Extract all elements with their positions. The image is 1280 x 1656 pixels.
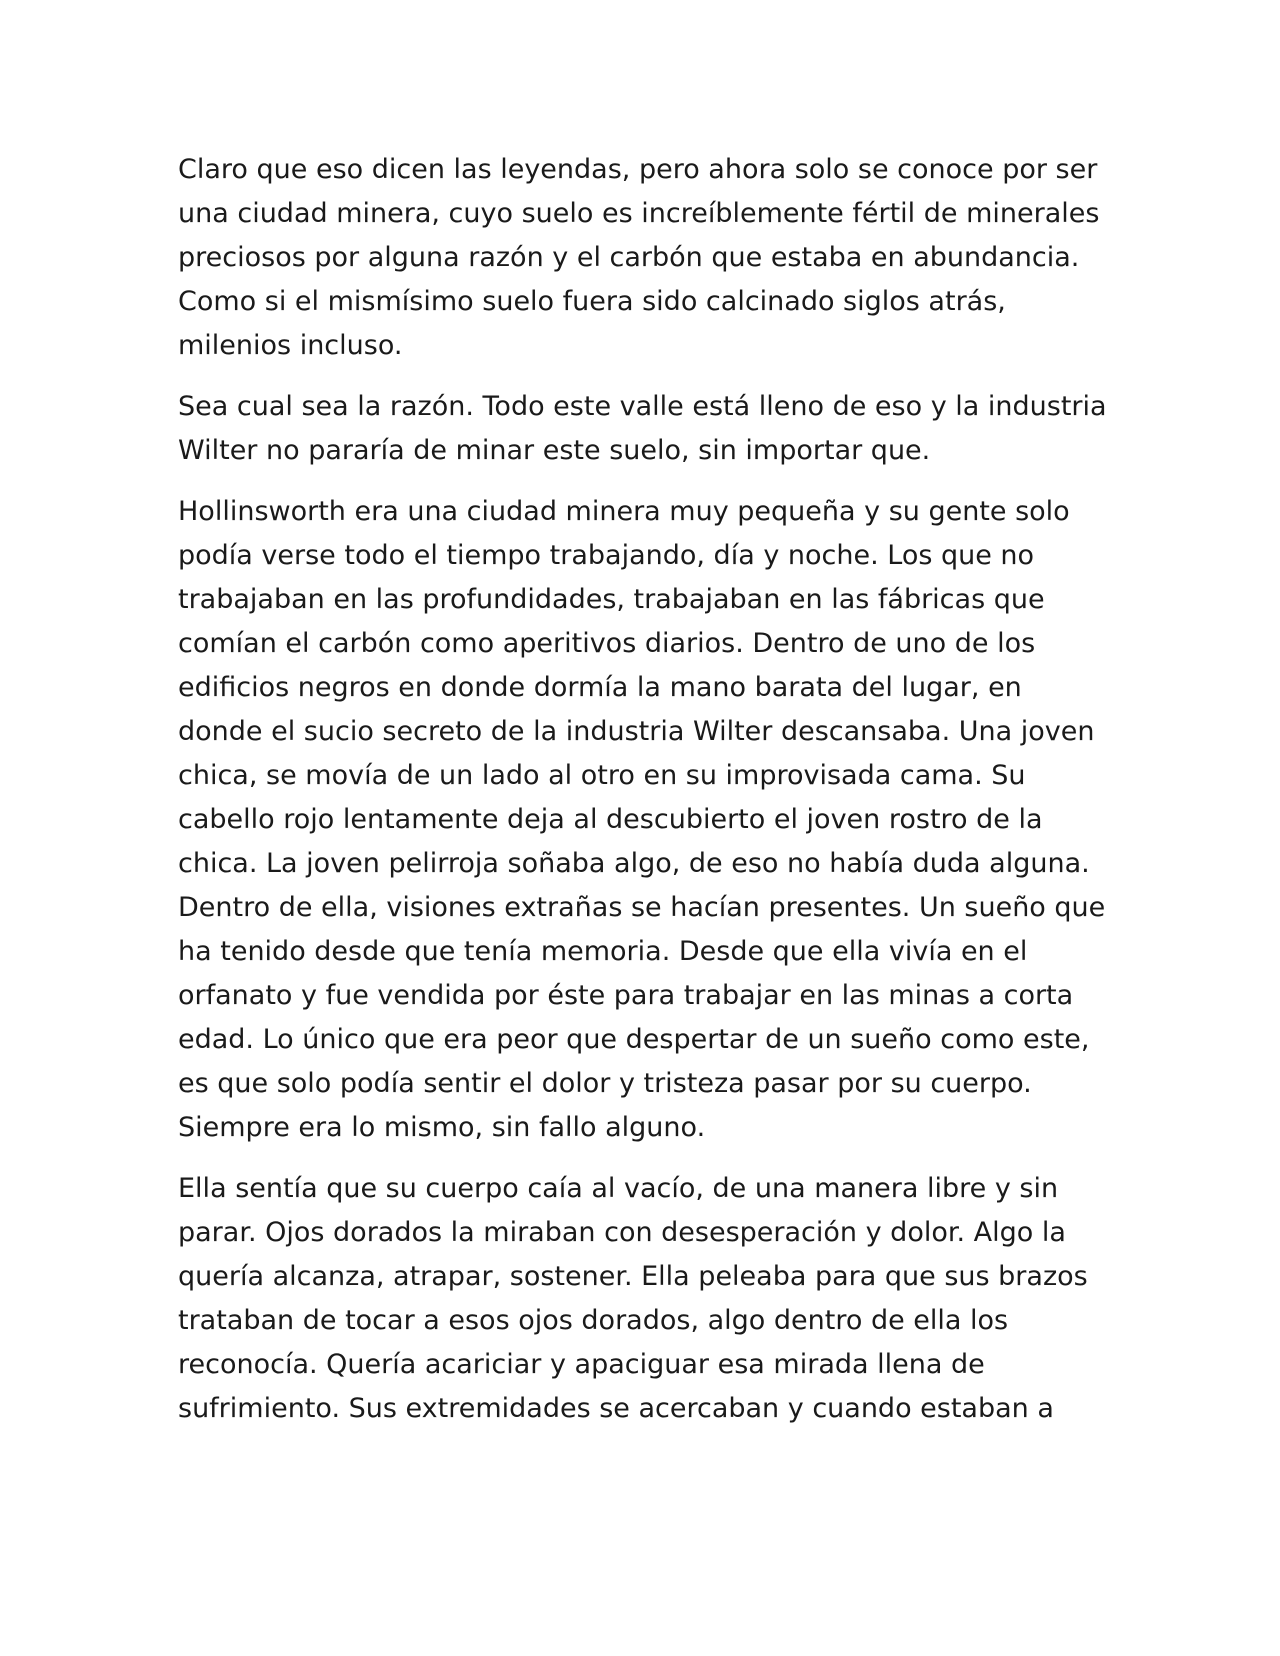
text-line: una ciudad minera, cuyo suelo es increíblemente fértil de minerales	[178, 198, 1100, 229]
text-line: Como si el mismísimo suelo fuera sido calcinado siglos atrás,	[178, 286, 1006, 317]
text-line: trabajaban en las profundidades, trabajaban en las fábricas que	[178, 584, 1045, 615]
text-line: Sea cual sea la razón. Todo este valle está lleno de eso y la industria	[178, 391, 1107, 422]
text-line: comían el carbón como aperitivos diarios. Dentro de uno de los	[178, 628, 1036, 659]
text-line: quería alcanza, atrapar, sostener. Ella peleaba para que sus brazos	[178, 1261, 1088, 1292]
paragraph-1	[178, 148, 1113, 368]
text-line: edificios negros en donde dormía la mano barata del lugar, en	[178, 672, 1022, 703]
text-line: ha tenido desde que tenía memoria. Desde que ella vivía en el	[178, 936, 1028, 967]
text-line: parar. Ojos dorados la miraban con desesperación y dolor. Algo la	[178, 1217, 1066, 1248]
paragraph-4	[178, 1167, 1113, 1431]
text-line: Siempre era lo mismo, sin fallo alguno.	[178, 1112, 706, 1143]
document-body	[178, 148, 1113, 1448]
text-line: reconocía. Quería acariciar y apaciguar esa mirada llena de	[178, 1349, 985, 1380]
text-line: Claro que eso dicen las leyendas, pero ahora solo se conoce por ser	[178, 154, 1098, 185]
text-line: Ella sentía que su cuerpo caía al vacío, de una manera libre y sin	[178, 1173, 1059, 1204]
text-line: Hollinsworth era una ciudad minera muy pequeña y su gente solo	[178, 496, 1070, 527]
text-line: es que solo podía sentir el dolor y tristeza pasar por su cuerpo.	[178, 1068, 1032, 1099]
text-line: donde el sucio secreto de la industria Wilter descansaba. Una joven	[178, 716, 1095, 747]
text-line: milenios incluso.	[178, 330, 403, 361]
paragraph-2	[178, 385, 1113, 473]
text-line: orfanato y fue vendida por éste para trabajar en las minas a corta	[178, 980, 1074, 1011]
text-line: chica, se movía de un lado al otro en su improvisada cama. Su	[178, 760, 1026, 791]
paragraph-3	[178, 490, 1113, 1150]
text-line: Dentro de ella, visiones extrañas se hacían presentes. Un sueño que	[178, 892, 1106, 923]
text-line: edad. Lo único que era peor que despertar de un sueño como este,	[178, 1024, 1090, 1055]
text-line: sufrimiento. Sus extremidades se acercaban y cuando estaban a	[178, 1393, 1054, 1424]
text-line: chica. La joven pelirroja soñaba algo, de eso no había duda alguna.	[178, 848, 1090, 879]
text-line: cabello rojo lentamente deja al descubierto el joven rostro de la	[178, 804, 1043, 835]
text-line: Wilter no pararía de minar este suelo, sin importar que.	[178, 435, 931, 466]
text-line: preciosos por alguna razón y el carbón que estaba en abundancia.	[178, 242, 1080, 273]
text-line: podía verse todo el tiempo trabajando, día y noche. Los que no	[178, 540, 1035, 571]
text-line: trataban de tocar a esos ojos dorados, algo dentro de ella los	[178, 1305, 1009, 1336]
